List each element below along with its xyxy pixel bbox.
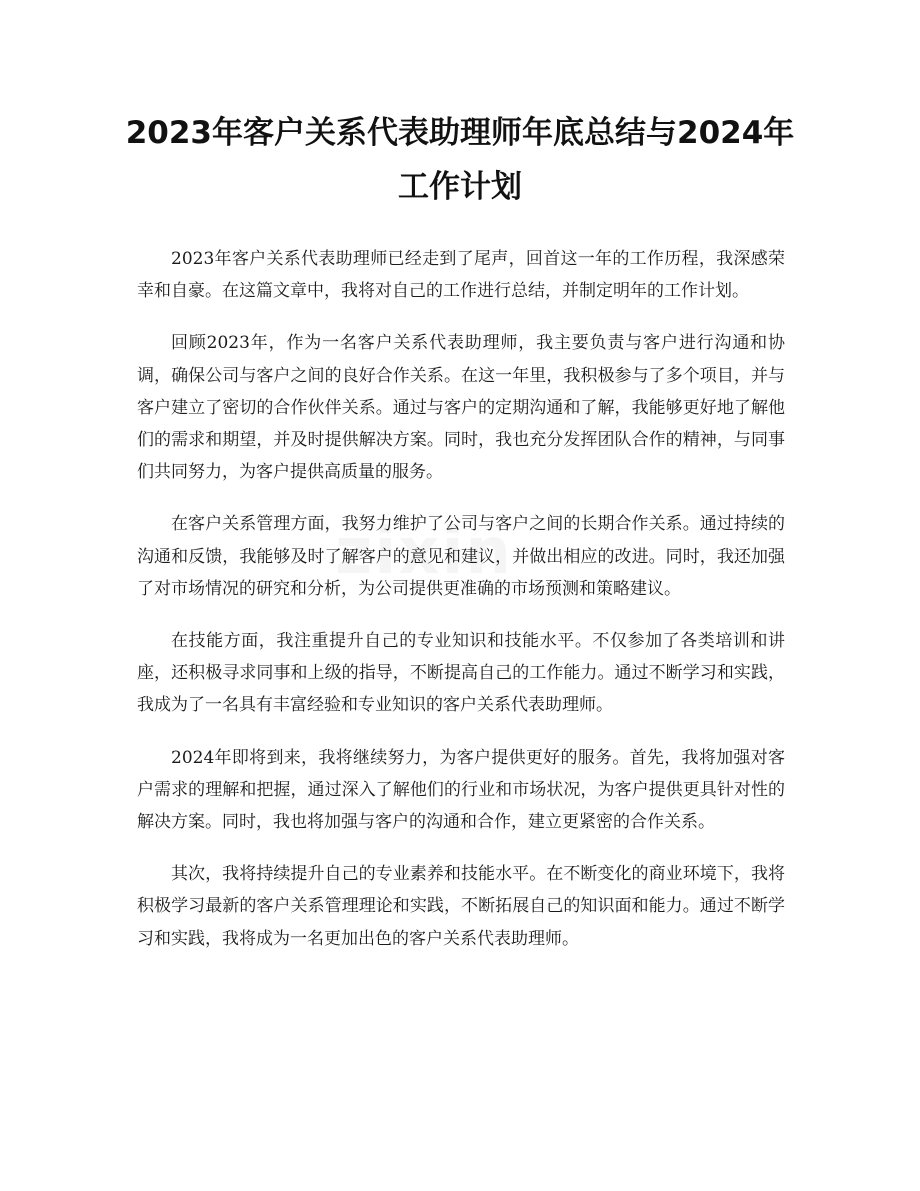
document-body: [137, 243, 785, 975]
paragraph-review: 回顾2023年，作为一名客户关系代表助理师，我主要负责与客户进行沟通和协调，确保公司与客户之间的良好合作关系。在这一年里，我积极参与了多个项目，并与客户建立了密切的合作伙伴关系。通过与客户的定期沟通和了解，我能够更好地了解他们的需求和期望，并及时提供解决方案。同时，我也充分发挥团队合作的精神，与同事们共同努力，为客户提供高质量的服务。: [137, 333, 785, 483]
paragraph-next: 其次，我将持续提升自己的专业素养和技能水平。在不断变化的商业环境下，我将积极学习最新的客户关系管理理论和实践，不断拓展自己的知识面和能力。通过不断学习和实践，我将成为一名更加出色的客户关系代表助理师。: [137, 864, 785, 949]
document-title: 2023年客户关系代表助理师年底总结与2024年工作计划: [125, 115, 795, 205]
paragraph-crm: 在客户关系管理方面，我努力维护了公司与客户之间的长期合作关系。通过持续的沟通和反馈，我能够及时了解客户的意见和建议，并做出相应的改进。同时，我还加强了对市场情况的研究和分析，为公司提供更准确的市场预测和策略建议。: [137, 514, 785, 599]
paragraph-intro: 2023年客户关系代表助理师已经走到了尾声，回首这一年的工作历程，我深感荣幸和自豪。在这篇文章中，我将对自己的工作进行总结，并制定明年的工作计划。: [137, 249, 785, 302]
watermark-logo: zixin: [335, 515, 513, 589]
paragraph-skills: 在技能方面，我注重提升自己的专业知识和技能水平。不仅参加了各类培训和讲座，还积极寻求同事和上级的指导，不断提高自己的工作能力。通过不断学习和实践，我成为了一名具有丰富经验和专业知识的客户关系代表助理师。: [137, 631, 785, 716]
paragraph-plan-2024: 2024年即将到来，我将继续努力，为客户提供更好的服务。首先，我将加强对客户需求的理解和把握，通过深入了解他们的行业和市场状况，为客户提供更具针对性的解决方案。同时，我也将加强与客户的沟通和合作，建立更紧密的合作关系。: [137, 747, 785, 833]
